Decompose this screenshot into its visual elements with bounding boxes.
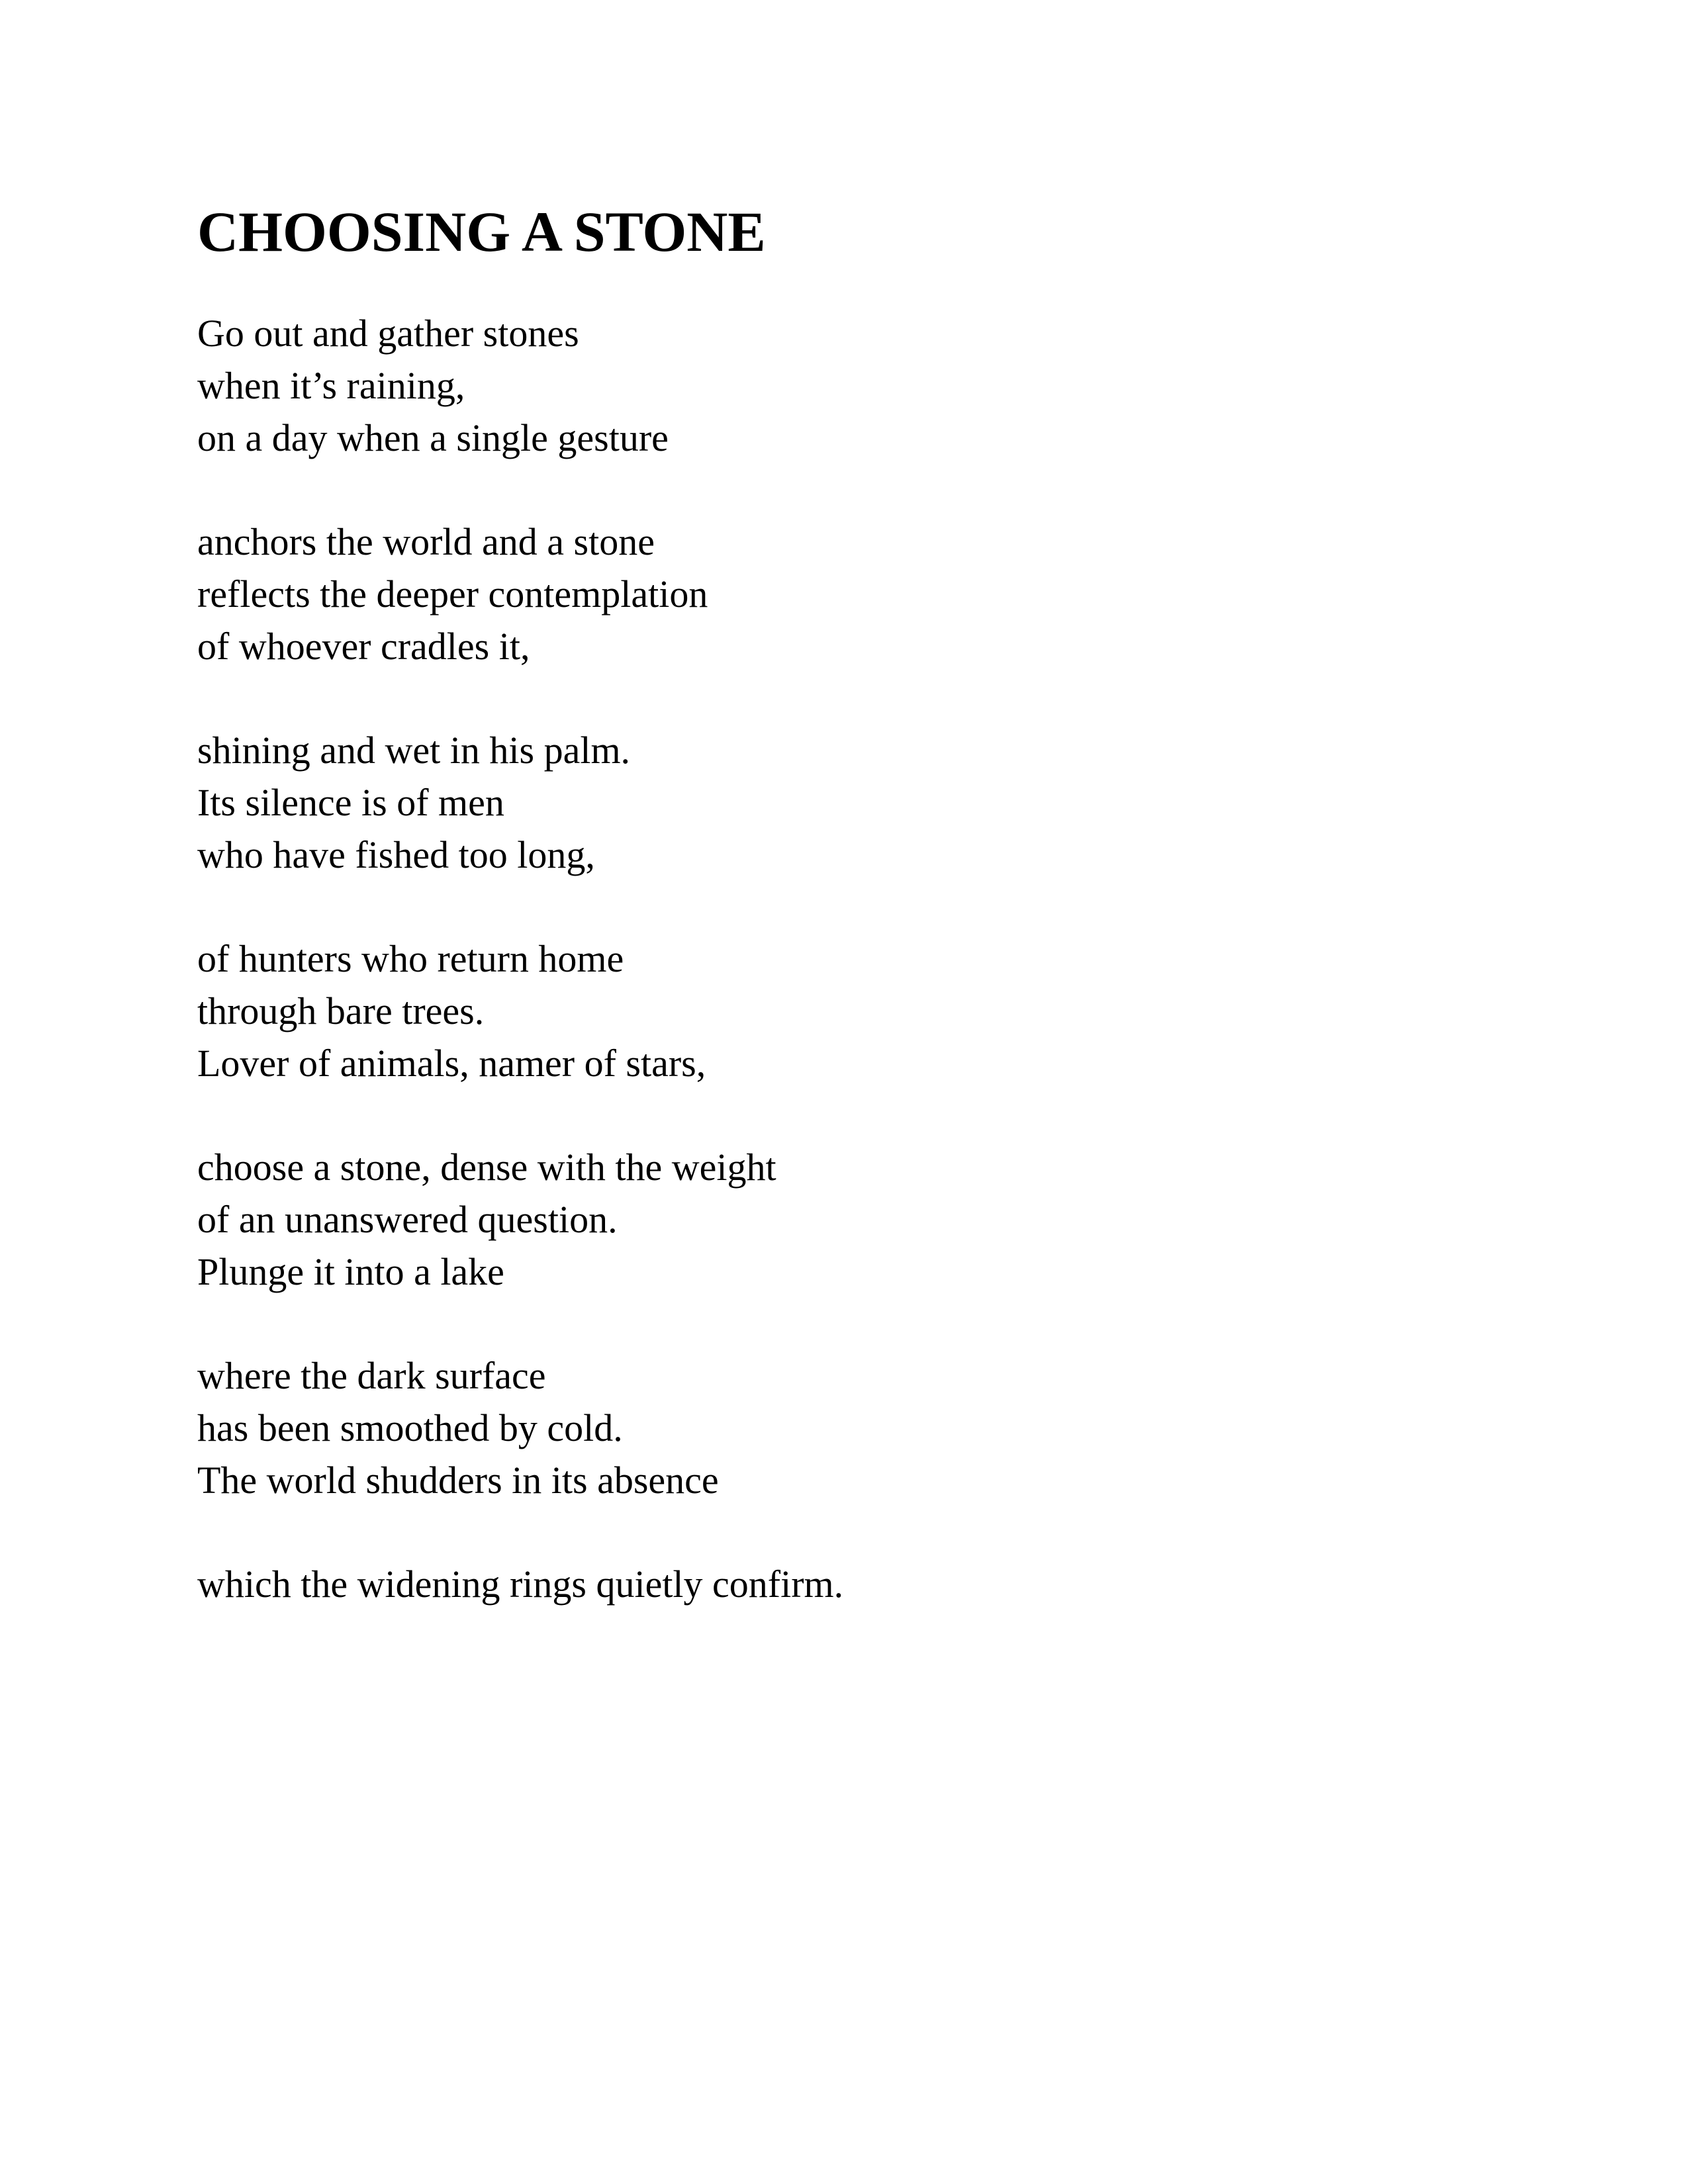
poem-line: Plunge it into a lake	[197, 1250, 504, 1293]
stanza-1	[197, 307, 1521, 464]
poem-line: on a day when a single gesture	[197, 416, 669, 459]
poem-line: Go out and gather stones	[197, 312, 579, 355]
poem-line: which the widening rings quietly confirm.	[197, 1563, 844, 1606]
poem-line: of hunters who return home	[197, 937, 624, 980]
poem-line: who have fished too long,	[197, 833, 595, 876]
stanza-3	[197, 724, 1521, 881]
stanza-2	[197, 516, 1521, 672]
poem-line: reflects the deeper contemplation	[197, 572, 708, 615]
poem-line: when it’s raining,	[197, 364, 465, 407]
stanza-6	[197, 1349, 1521, 1506]
stanza-7	[197, 1558, 1521, 1610]
stanza-4	[197, 933, 1521, 1089]
poem-line: has been smoothed by cold.	[197, 1406, 623, 1449]
poem-line: of an unanswered question.	[197, 1198, 618, 1241]
poem-line: Its silence is of men	[197, 781, 504, 824]
poem-page	[197, 199, 1521, 1662]
poem-line: choose a stone, dense with the weight	[197, 1146, 776, 1189]
poem-line: through bare trees.	[197, 989, 485, 1032]
poem-body	[197, 307, 1521, 1610]
poem-line: where the dark surface	[197, 1354, 546, 1397]
poem-line: anchors the world and a stone	[197, 520, 655, 563]
poem-line: of whoever cradles it,	[197, 625, 530, 668]
poem-line: Lover of animals, namer of stars,	[197, 1042, 706, 1085]
poem-title: CHOOSING A STONE	[197, 200, 766, 263]
stanza-5	[197, 1141, 1521, 1298]
poem-line: The world shudders in its absence	[197, 1459, 719, 1502]
poem-line: shining and wet in his palm.	[197, 729, 631, 772]
